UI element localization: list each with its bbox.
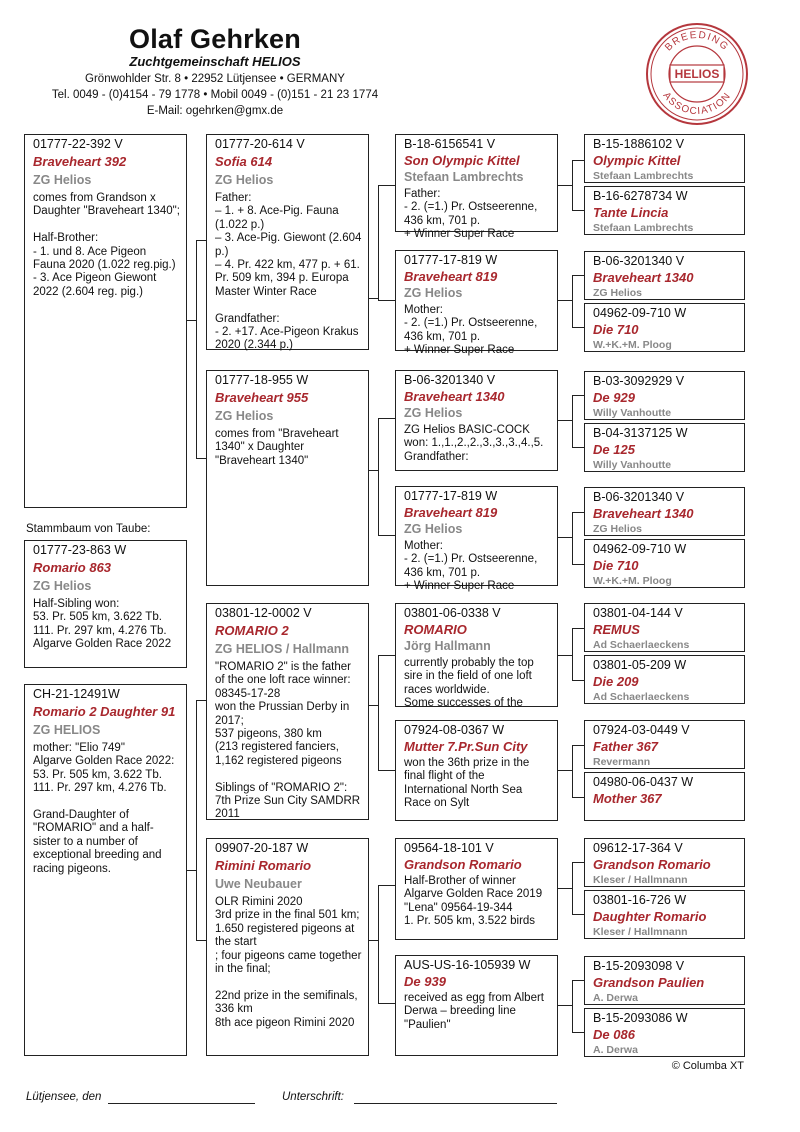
connector-line: [572, 680, 584, 681]
connector-line: [368, 705, 378, 706]
connector-line: [196, 458, 206, 459]
connector-line: [572, 914, 584, 915]
connector-line: [557, 300, 572, 301]
pigeon-name: Braveheart 1340: [593, 506, 694, 521]
signature-line[interactable]: [354, 1103, 557, 1104]
connector-line: [378, 770, 395, 771]
connector-line: [378, 418, 395, 419]
pigeon-owner: Ad Schaerlaeckens: [593, 639, 690, 651]
connector-line: [196, 700, 197, 940]
ring-number: B-18-6156541 V: [404, 137, 496, 151]
pigeon-name: De 086: [593, 1027, 635, 1042]
connector-line: [557, 185, 572, 186]
ring-number: B-15-2093098 V: [593, 959, 685, 973]
pigeon-name: Son Olympic Kittel: [404, 153, 520, 168]
connector-line: [196, 240, 206, 241]
pigeon-card-ancestor: [584, 539, 745, 588]
pigeon-owner: W.+K.+M. Ploog: [593, 575, 672, 587]
ring-number: 04980-06-0437 W: [593, 775, 694, 789]
pigeon-notes: won the 36th prize in the final flight of the International North Sea Race on Sylt: [404, 757, 533, 810]
pigeon-card-great-grandparent: [395, 955, 558, 1056]
connector-line: [572, 512, 584, 513]
pigeon-owner: Kleser / Hallmnann: [593, 874, 688, 886]
connector-line: [368, 470, 378, 471]
pigeon-name: Grandson Romario: [404, 857, 522, 872]
connector-line: [378, 300, 395, 301]
connector-line: [557, 1005, 572, 1006]
pigeon-name: Tante Lincia: [593, 205, 669, 220]
pigeon-owner: ZG Helios: [215, 173, 274, 187]
pigeon-name: De 939: [404, 974, 446, 989]
connector-line: [572, 862, 573, 914]
pigeon-name: Grandson Paulien: [593, 975, 705, 990]
pigeon-card-ancestor: [584, 603, 745, 652]
pigeon-notes: Father: - 2. (=1.) Pr. Ostseerenne, 436 km, 701 p. + Winner Super Race: [404, 188, 538, 241]
pigeon-name: Mother 367: [593, 791, 662, 806]
ring-number: 07924-03-0449 V: [593, 723, 690, 737]
ring-number: B-06-3201340 V: [404, 373, 496, 387]
pigeon-card-father: [24, 540, 187, 668]
pigeon-owner: Jörg Hallmann: [404, 639, 491, 653]
pigeon-name: ROMARIO 2: [215, 623, 289, 638]
pigeon-owner: Kleser / Hallmnann: [593, 926, 688, 938]
pigeon-card-mother: [24, 684, 187, 1056]
pigeon-card-great-grandparent: [395, 720, 558, 821]
connector-line: [368, 298, 378, 299]
pigeon-notes: comes from "Braveheart 1340" x Daughter "Braveheart 1340": [215, 428, 342, 467]
pigeon-owner: Stefaan Lambrechts: [404, 170, 524, 184]
connector-line: [572, 447, 584, 448]
ring-number: B-15-2093086 W: [593, 1011, 688, 1025]
svg-text:BREEDING: [663, 30, 731, 54]
connector-line: [196, 700, 206, 701]
pigeon-owner: ZG HELIOS / Hallmann: [215, 642, 350, 656]
pigeon-card-great-grandparent: [395, 250, 558, 357]
pigeon-card-ancestor: [584, 838, 745, 887]
connector-line: [378, 185, 395, 186]
ring-number: 09564-18-101 V: [404, 841, 494, 855]
pigeon-name: Father 367: [593, 739, 659, 754]
logo-center-text: HELIOS: [674, 67, 720, 81]
pigeon-name: Braveheart 1340: [593, 270, 694, 285]
pigeon-notes: currently probably the top sire in the field of one loft races worldwide. Some successes of the: [404, 657, 534, 710]
ring-number: B-03-3092929 V: [593, 374, 685, 388]
connector-line: [572, 160, 584, 161]
svg-text:ASSOCIATION: [661, 90, 734, 117]
ring-number: AUS-US-16-105939 W: [404, 958, 531, 972]
pigeon-name: Daughter Romario: [593, 909, 707, 924]
pigeon-name: Romario 863: [33, 560, 112, 575]
connector-line: [572, 628, 573, 680]
connector-line: [572, 275, 573, 327]
ring-number: 01777-18-955 W: [215, 373, 309, 387]
ring-number: 09907-20-187 W: [215, 841, 309, 855]
connector-line: [572, 327, 584, 328]
pigeon-owner: Uwe Neubauer: [215, 877, 302, 891]
ring-number: B-15-1886102 V: [593, 137, 685, 151]
connector-line: [368, 940, 378, 941]
pigeon-name: Die 209: [593, 674, 639, 689]
pigeon-card-ancestor: [584, 487, 745, 536]
ring-number: CH-21-12491W: [33, 687, 120, 701]
pigeon-notes: ZG Helios BASIC-COCK won: 1.,1.,2.,2.,3.,3.,3.,4.,5. Grandfather:: [404, 424, 544, 463]
pigeon-card-great-grandparent: [395, 486, 558, 593]
connector-line: [378, 1003, 395, 1004]
pigeon-card-great-grandparent: [395, 603, 558, 710]
pigeon-notes: comes from Grandson x Daughter "Braveheart 1340"; Half-Brother: - 1. und 8. Ace Pigeon Fauna 2020 (1.022 reg.pig.) - 3. Ace Pigeon Giewont 2022 (2.604 reg. pig.): [33, 192, 180, 298]
footer-place-label: Lütjensee, den: [26, 1091, 102, 1103]
pigeon-card-ancestor: [584, 772, 745, 821]
ring-number: 01777-20-614 V: [215, 137, 305, 151]
pigeon-notes: Mother: - 2. (=1.) Pr. Ostseerenne, 436 km, 701 p. + Winner Super Race: [404, 304, 538, 357]
ring-number: B-04-3137125 W: [593, 426, 688, 440]
connector-line: [572, 275, 584, 276]
pigeon-name: Olympic Kittel: [593, 153, 681, 168]
ring-number: B-06-3201340 V: [593, 490, 685, 504]
breeder-subtitle: Zuchtgemeinschaft HELIOS: [129, 54, 301, 69]
ring-number: 03801-16-726 W: [593, 893, 687, 907]
pigeon-name: Rimini Romario: [215, 858, 312, 873]
breeder-email: E-Mail: ogehrken@gmx.de: [146, 105, 284, 117]
pigeon-notes: OLR Rimini 2020 3rd prize in the final 501 km; 1.650 registered pigeons at the start ; four pigeons came together in the final; 22nd prize in the semifinals, 336 km 8th ace pigeon Rimini 2020: [215, 896, 362, 1029]
ring-number: B-06-3201340 V: [593, 254, 685, 268]
pigeon-card-grandparent: [206, 370, 369, 586]
connector-line: [196, 940, 206, 941]
pigeon-notes: Father: – 1. + 8. Ace-Pig. Fauna (1.022 p.) – 3. Ace-Pig. Giewont (2.604 p.) – 4. Pr. 422 km, 477 p. + 61. Pr. 509 km, 394 p. Europa Master Winter Race Grandfather: - 2. +17. Ace-Pigeon Krakus 2020 (2.344 p.): [215, 192, 362, 352]
pigeon-name: REMUS: [593, 622, 640, 637]
pigeon-card-great-grandparent: [395, 838, 558, 940]
connector-line: [378, 418, 379, 535]
pigeon-owner: A. Derwa: [593, 992, 638, 1004]
breeder-address: Grönwohlder Str. 8 • 22952 Lütjensee • GERMANY: [85, 73, 345, 85]
pigeon-name: Mutter 7.Pr.Sun City: [404, 739, 528, 754]
pigeon-card-ancestor: [584, 423, 745, 472]
connector-line: [572, 395, 584, 396]
pigeon-notes: Half-Sibling won: 53. Pr. 505 km, 3.622 Tb. 111. Pr. 297 km, 4.276 Tb. Algarve Golden Race 2022: [33, 598, 172, 651]
date-signature-line[interactable]: [108, 1103, 255, 1104]
pigeon-owner: ZG Helios: [593, 287, 643, 299]
pigeon-name: De 929: [593, 390, 635, 405]
breeder-name: Olaf Gehrken: [129, 24, 301, 54]
pigeon-notes: received as egg from Albert Derwa – breeding line "Paulien": [404, 992, 548, 1031]
pigeon-card-ancestor: [584, 251, 745, 300]
connector-line: [378, 655, 379, 770]
connector-line: [572, 160, 573, 210]
pigeon-notes: Mother: - 2. (=1.) Pr. Ostseerenne, 436 km, 701 p. + Winner Super Race: [404, 540, 538, 593]
pigeon-owner: Willy Vanhoutte: [593, 407, 672, 419]
pigeon-owner: ZG Helios: [404, 406, 463, 420]
pigeon-card-ancestor: [584, 303, 745, 352]
ring-number: 01777-17-819 W: [404, 253, 498, 267]
pigeon-card-ancestor: [584, 720, 745, 769]
pigeon-owner: ZG HELIOS: [33, 723, 101, 737]
pigeon-name: De 125: [593, 442, 635, 457]
connector-line: [557, 420, 572, 421]
pigeon-card-great-grandparent: [395, 370, 558, 471]
pigeon-name: Sofia 614: [215, 154, 273, 169]
pigeon-card-grandparent: [206, 838, 369, 1056]
pigeon-owner: ZG Helios: [404, 522, 463, 536]
pigeon-notes: Half-Brother of winner Algarve Golden Race 2019 "Lena" 09564-19-344 1. Pr. 505 km, 3.522 birds: [404, 875, 543, 928]
connector-line: [378, 185, 379, 300]
ring-number: 01777-17-819 W: [404, 489, 498, 503]
pigeon-notes: "ROMARIO 2" is the father of the one loft race winner: 08345-17-28 won the Prussian Derby in 2017; 537 pigeons, 380 km (213 registered fanciers, 1,162 registered pigeons Siblings of "ROMARIO 2": 7th Prize Sun City SAMDRR 2011: [215, 661, 361, 821]
ring-number: 03801-05-209 W: [593, 658, 687, 672]
connector-line: [557, 770, 572, 771]
pigeon-owner: ZG Helios: [593, 523, 643, 535]
pigeon-card-ancestor: [584, 371, 745, 420]
pigeon-name: Braveheart 819: [404, 505, 498, 520]
pigeon-owner: Ad Schaerlaeckens: [593, 691, 690, 703]
connector-line: [572, 395, 573, 447]
connector-line: [572, 210, 584, 211]
pigeon-owner: ZG Helios: [33, 173, 92, 187]
connector-line: [186, 320, 196, 321]
ring-number: 01777-22-392 V: [33, 137, 123, 151]
pigeon-name: Braveheart 819: [404, 269, 498, 284]
pigeon-card-ancestor: [584, 890, 745, 939]
pigeon-owner: Stefaan Lambrechts: [593, 170, 694, 182]
connector-line: [557, 888, 572, 889]
pigeon-owner: Willy Vanhoutte: [593, 459, 672, 471]
breeder-phone: Tel. 0049 - (0)4154 - 79 1778 • Mobil 0049 - (0)151 - 21 23 1774: [51, 89, 379, 101]
pigeon-name: Grandson Romario: [593, 857, 711, 872]
pigeon-owner: Stefaan Lambrechts: [593, 222, 694, 234]
pigeon-name: Romario 2 Daughter 91: [33, 704, 176, 719]
pigeon-name: Braveheart 955: [215, 390, 309, 405]
pigeon-card-grandparent: [206, 603, 369, 820]
pigeon-name: ROMARIO: [404, 622, 467, 637]
connector-line: [378, 655, 395, 656]
copyright-note: © Columba XT: [671, 1060, 744, 1072]
connector-line: [557, 537, 572, 538]
pigeon-owner: A. Derwa: [593, 1044, 638, 1056]
connector-line: [572, 628, 584, 629]
ring-number: 04962-09-710 W: [593, 542, 687, 556]
pigeon-card-great-grandparent: [395, 134, 558, 241]
pedigree-label: Stammbaum von Taube:: [26, 523, 151, 535]
connector-line: [378, 535, 395, 536]
ring-number: 07924-08-0367 W: [404, 723, 505, 737]
ring-number: 03801-12-0002 V: [215, 606, 312, 620]
connector-line: [378, 885, 395, 886]
logo-top-text: BREEDING: [663, 29, 731, 54]
pigeon-owner: Revermann: [593, 756, 651, 768]
connector-line: [196, 240, 197, 458]
pigeon-card-grandparent: [206, 134, 369, 350]
ring-number: 04962-09-710 W: [593, 306, 687, 320]
pigeon-owner: ZG Helios: [215, 409, 274, 423]
connector-line: [572, 797, 584, 798]
ring-number: 03801-06-0338 V: [404, 606, 501, 620]
pigeon-card-subject: [24, 134, 187, 508]
connector-line: [572, 564, 584, 565]
connector-line: [572, 512, 573, 564]
pigeon-notes: mother: "Elio 749" Algarve Golden Race 2022: 53. Pr. 505 km, 3.622 Tb. 111. Pr. 297 km, 4.276 Tb. Grand-Daughter of "ROMARIO" and a half-sister to a number of exceptional breeding and racing pigeons.: [33, 742, 175, 875]
pigeon-card-ancestor: [584, 655, 745, 704]
pigeon-owner: ZG Helios: [33, 579, 92, 593]
connector-line: [572, 980, 573, 1032]
connector-line: [572, 1032, 584, 1033]
pigeon-name: Die 710: [593, 322, 639, 337]
pigeon-owner: ZG Helios: [404, 286, 463, 300]
connector-line: [572, 745, 584, 746]
ring-number: B-16-6278734 W: [593, 189, 688, 203]
connector-line: [378, 885, 379, 1003]
pigeon-name: Die 710: [593, 558, 639, 573]
connector-line: [186, 870, 196, 871]
pigeon-card-ancestor: [584, 1008, 745, 1057]
pigeon-card-ancestor: [584, 956, 745, 1005]
pigeon-name: Braveheart 392: [33, 154, 127, 169]
footer-signature-label: Unterschrift:: [282, 1091, 344, 1103]
pigeon-card-ancestor: [584, 186, 745, 235]
pigeon-owner: W.+K.+M. Ploog: [593, 339, 672, 351]
ring-number: 01777-23-863 W: [33, 543, 127, 557]
ring-number: 09612-17-364 V: [593, 841, 683, 855]
pigeon-name: Braveheart 1340: [404, 389, 505, 404]
connector-line: [572, 862, 584, 863]
connector-line: [557, 655, 572, 656]
pigeon-card-ancestor: [584, 134, 745, 183]
ring-number: 03801-04-144 V: [593, 606, 683, 620]
connector-line: [572, 980, 584, 981]
logo-bottom-text: ASSOCIATION: [660, 90, 734, 118]
connector-line: [572, 745, 573, 797]
helios-logo: [645, 22, 749, 126]
